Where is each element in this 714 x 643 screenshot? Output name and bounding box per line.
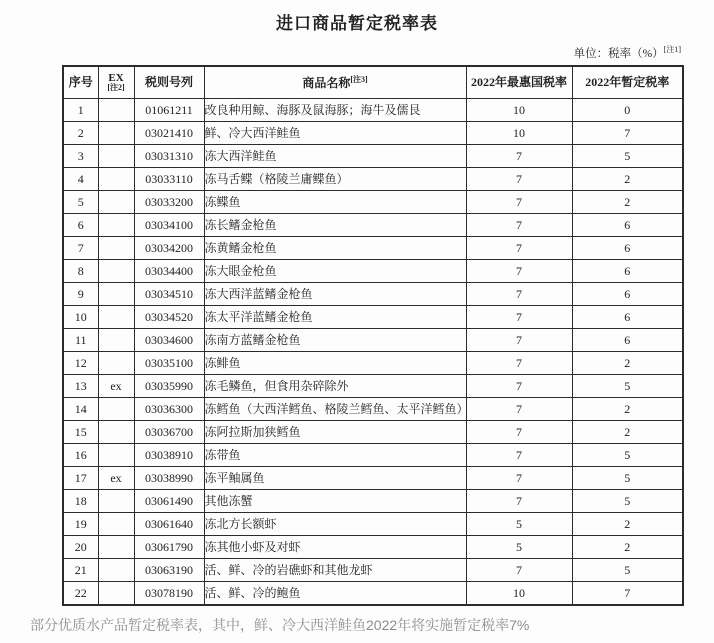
cell-ex: [98, 214, 134, 237]
ex-footnote-ref: [注2]: [107, 83, 125, 93]
cell-provisional-rate: 6: [572, 329, 683, 352]
cell-seq: 13: [63, 375, 98, 398]
cell-code: 03061790: [134, 536, 204, 559]
cell-ex: [98, 444, 134, 467]
cell-ex: [98, 168, 134, 191]
cell-seq: 6: [63, 214, 98, 237]
cell-mfn-rate: 7: [466, 145, 572, 168]
cell-mfn-rate: 7: [466, 329, 572, 352]
cell-ex: [98, 99, 134, 122]
cell-ex: [98, 237, 134, 260]
cell-name: 活、鲜、冷的鲍鱼: [204, 582, 466, 605]
cell-name: 冻鲱鱼: [204, 352, 466, 375]
cell-seq: 20: [63, 536, 98, 559]
table-row: [63, 168, 683, 191]
cell-mfn-rate: 7: [466, 168, 572, 191]
table-caption: 部分优质水产品暂定税率表，其中，鲜、冷大西洋鲑鱼2022年将实施暂定税率7%: [30, 616, 530, 633]
cell-provisional-rate: 5: [572, 375, 683, 398]
cell-provisional-rate: 5: [572, 490, 683, 513]
cell-ex: ex: [98, 467, 134, 490]
cell-seq: 10: [63, 306, 98, 329]
cell-name: 冻长鳍金枪鱼: [204, 214, 466, 237]
col-header-provisional-rate: 2022年暂定税率: [572, 66, 683, 99]
cell-provisional-rate: 2: [572, 398, 683, 421]
cell-seq: 4: [63, 168, 98, 191]
cell-seq: 5: [63, 191, 98, 214]
cell-provisional-rate: 5: [572, 467, 683, 490]
cell-ex: [98, 559, 134, 582]
cell-mfn-rate: 5: [466, 513, 572, 536]
cell-seq: 11: [63, 329, 98, 352]
cell-seq: 2: [63, 122, 98, 145]
cell-code: 03035100: [134, 352, 204, 375]
cell-name: 冻其他小虾及对虾: [204, 536, 466, 559]
cell-mfn-rate: 7: [466, 306, 572, 329]
cell-code: 03035990: [134, 375, 204, 398]
cell-name: 冻鳕鱼（大西洋鳕鱼、格陵兰鳕鱼、太平洋鳕鱼）: [204, 398, 466, 421]
table-row: [63, 536, 683, 559]
cell-mfn-rate: 7: [466, 559, 572, 582]
cell-seq: 3: [63, 145, 98, 168]
tariff-rate-table: [62, 65, 684, 606]
cell-name: 冻平鲉属鱼: [204, 467, 466, 490]
cell-ex: [98, 490, 134, 513]
cell-code: 03021410: [134, 122, 204, 145]
cell-provisional-rate: 7: [572, 122, 683, 145]
table-row: [63, 122, 683, 145]
cell-mfn-rate: 10: [466, 99, 572, 122]
unit-footnote-ref: [注1]: [663, 45, 681, 54]
table-row: [63, 99, 683, 122]
cell-provisional-rate: 5: [572, 444, 683, 467]
cell-name: 冻毛鳞鱼，但食用杂碎除外: [204, 375, 466, 398]
cell-mfn-rate: 7: [466, 421, 572, 444]
col-header-seq: 序号: [63, 66, 98, 99]
ex-header-label: EX: [108, 71, 124, 84]
col-header-mfn-rate: 2022年最惠国税率: [466, 66, 572, 99]
cell-code: 03036700: [134, 421, 204, 444]
cell-seq: 17: [63, 467, 98, 490]
cell-name: 冻阿拉斯加狭鳕鱼: [204, 421, 466, 444]
cell-provisional-rate: 7: [572, 582, 683, 605]
cell-provisional-rate: 2: [572, 421, 683, 444]
cell-name: 冻北方长额虾: [204, 513, 466, 536]
cell-provisional-rate: 6: [572, 306, 683, 329]
col-header-code: 税则号列: [134, 66, 204, 99]
cell-name: 活、鲜、冷的岩礁虾和其他龙虾: [204, 559, 466, 582]
cell-mfn-rate: 7: [466, 352, 572, 375]
cell-code: 03031310: [134, 145, 204, 168]
cell-name: 冻带鱼: [204, 444, 466, 467]
cell-code: 03038990: [134, 467, 204, 490]
cell-seq: 1: [63, 99, 98, 122]
cell-seq: 22: [63, 582, 98, 605]
cell-code: 03034100: [134, 214, 204, 237]
cell-name: 冻黄鳍金枪鱼: [204, 237, 466, 260]
cell-name: 鲜、冷大西洋鲑鱼: [204, 122, 466, 145]
table-row: [63, 490, 683, 513]
cell-ex: [98, 513, 134, 536]
table-row: [63, 352, 683, 375]
cell-ex: [98, 191, 134, 214]
cell-ex: [98, 352, 134, 375]
table-row: [63, 237, 683, 260]
cell-provisional-rate: 2: [572, 513, 683, 536]
cell-code: 03078190: [134, 582, 204, 605]
cell-mfn-rate: 10: [466, 122, 572, 145]
cell-ex: [98, 306, 134, 329]
cell-code: 03034520: [134, 306, 204, 329]
cell-mfn-rate: 7: [466, 237, 572, 260]
cell-name: 冻南方蓝鳍金枪鱼: [204, 329, 466, 352]
cell-mfn-rate: 7: [466, 260, 572, 283]
cell-mfn-rate: 7: [466, 444, 572, 467]
table-header-row: [63, 66, 683, 99]
table-row: [63, 513, 683, 536]
cell-mfn-rate: 10: [466, 582, 572, 605]
cell-provisional-rate: 6: [572, 237, 683, 260]
name-header-label: 商品名称: [302, 75, 351, 90]
cell-ex: [98, 145, 134, 168]
cell-ex: [98, 122, 134, 145]
cell-seq: 8: [63, 260, 98, 283]
cell-name: 冻鲽鱼: [204, 191, 466, 214]
cell-seq: 7: [63, 237, 98, 260]
cell-seq: 12: [63, 352, 98, 375]
cell-seq: 16: [63, 444, 98, 467]
cell-seq: 14: [63, 398, 98, 421]
unit-note: [0, 44, 681, 61]
cell-code: 03061640: [134, 513, 204, 536]
cell-code: 03034200: [134, 237, 204, 260]
cell-provisional-rate: 2: [572, 536, 683, 559]
cell-code: 01061211: [134, 99, 204, 122]
cell-name: 其他冻蟹: [204, 490, 466, 513]
table-row: [63, 145, 683, 168]
cell-name: 冻大西洋蓝鳍金枪鱼: [204, 283, 466, 306]
cell-ex: [98, 283, 134, 306]
cell-provisional-rate: 0: [572, 99, 683, 122]
cell-ex: [98, 421, 134, 444]
cell-seq: 15: [63, 421, 98, 444]
cell-code: 03034510: [134, 283, 204, 306]
cell-provisional-rate: 5: [572, 559, 683, 582]
cell-mfn-rate: 7: [466, 283, 572, 306]
cell-mfn-rate: 7: [466, 490, 572, 513]
col-header-name: [204, 66, 466, 99]
cell-name: 冻马舌鲽（格陵兰庸鲽鱼）: [204, 168, 466, 191]
table-row: [63, 191, 683, 214]
cell-mfn-rate: 7: [466, 375, 572, 398]
table-row: [63, 283, 683, 306]
cell-ex: [98, 398, 134, 421]
table-row: [63, 214, 683, 237]
cell-seq: 19: [63, 513, 98, 536]
cell-provisional-rate: 6: [572, 283, 683, 306]
cell-provisional-rate: 2: [572, 191, 683, 214]
cell-code: 03063190: [134, 559, 204, 582]
table-row: [63, 329, 683, 352]
cell-mfn-rate: 5: [466, 536, 572, 559]
cell-mfn-rate: 7: [466, 398, 572, 421]
cell-name: 改良种用鲸、海豚及鼠海豚；海牛及儒艮: [204, 99, 466, 122]
cell-provisional-rate: 2: [572, 352, 683, 375]
cell-mfn-rate: 7: [466, 467, 572, 490]
cell-name: 冻大眼金枪鱼: [204, 260, 466, 283]
cell-seq: 9: [63, 283, 98, 306]
table-row: [63, 444, 683, 467]
table-row: [63, 306, 683, 329]
table-row: [63, 421, 683, 444]
unit-label: 单位：税率（%）: [573, 47, 664, 60]
cell-code: 03034600: [134, 329, 204, 352]
table-row: [63, 559, 683, 582]
table-row: [63, 260, 683, 283]
cell-ex: [98, 536, 134, 559]
cell-seq: 18: [63, 490, 98, 513]
cell-ex: [98, 329, 134, 352]
cell-code: 03038910: [134, 444, 204, 467]
cell-ex: [98, 582, 134, 605]
table-row: [63, 375, 683, 398]
table-row: [63, 582, 683, 605]
cell-code: 03034400: [134, 260, 204, 283]
cell-provisional-rate: 2: [572, 168, 683, 191]
cell-name: 冻太平洋蓝鳍金枪鱼: [204, 306, 466, 329]
cell-code: 03061490: [134, 490, 204, 513]
cell-name: 冻大西洋鲑鱼: [204, 145, 466, 168]
cell-provisional-rate: 6: [572, 214, 683, 237]
page-title: 进口商品暂定税率表: [276, 14, 438, 33]
table-row: [63, 398, 683, 421]
cell-code: 03036300: [134, 398, 204, 421]
table-row: [63, 467, 683, 490]
cell-mfn-rate: 7: [466, 214, 572, 237]
cell-ex: [98, 260, 134, 283]
name-footnote-ref: [注3]: [350, 74, 368, 84]
cell-ex: ex: [98, 375, 134, 398]
cell-seq: 21: [63, 559, 98, 582]
cell-provisional-rate: 6: [572, 260, 683, 283]
cell-code: 03033110: [134, 168, 204, 191]
cell-provisional-rate: 5: [572, 145, 683, 168]
cell-mfn-rate: 7: [466, 191, 572, 214]
col-header-ex: [98, 66, 134, 99]
cell-code: 03033200: [134, 191, 204, 214]
